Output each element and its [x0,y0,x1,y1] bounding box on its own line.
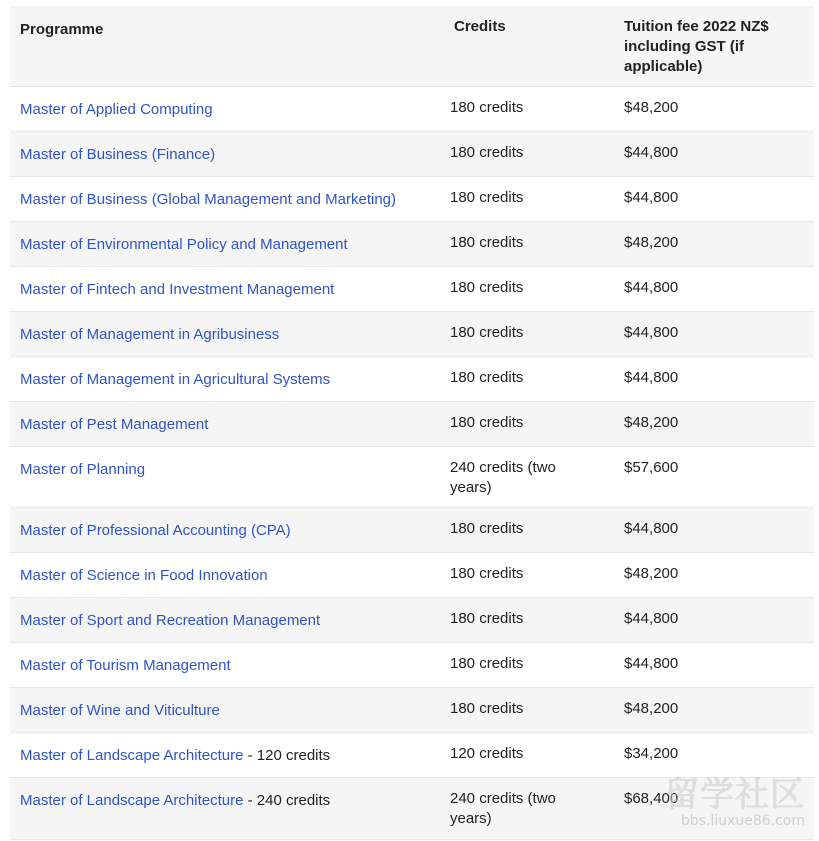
fee-cell: $48,200 [624,99,679,116]
programme-link[interactable]: Master of Pest Management [20,416,209,433]
fee-cell: $44,800 [624,520,679,537]
credits-cell [440,458,614,507]
programme-cell [10,233,440,266]
fee-cell: $48,200 [624,565,679,582]
table-header-row [10,6,814,87]
fee-cell: $68,400 [624,790,679,807]
programme-cell [10,143,440,176]
credits-cell: 180 credits [450,565,524,582]
table-row [10,775,814,840]
programme-suffix: - 240 credits [243,792,331,809]
programme-link[interactable]: Master of Management in Agribusiness [20,326,280,343]
programme-link[interactable]: Master of Landscape Architecture [20,747,244,764]
credits-cell: 180 credits [450,610,524,627]
programme-cell [10,789,440,839]
fee-cell: $48,200 [624,700,679,717]
programme-link[interactable]: Master of Science in Food Innovation [20,567,268,584]
fee-cell: $44,800 [624,655,679,672]
fee-cell: $44,800 [624,610,679,627]
programme-link[interactable]: Master of Professional Accounting (CPA) [20,522,291,539]
programme-link[interactable]: Master of Business (Finance) [20,146,216,163]
header-tuition-fee: Tuition fee 2022 NZ$ including GST (if applicable) [624,18,769,75]
watermark-url: bbs.liuxue86.com [680,813,805,829]
credits-cell: 120 credits [450,745,524,762]
fee-cell: $57,600 [624,459,679,476]
programme-link[interactable]: Master of Management in Agricultural Systems [20,371,331,388]
programme-cell [10,519,440,552]
programme-link[interactable]: Master of Business (Global Management and Marketing) [20,191,397,208]
programme-link[interactable]: Master of Applied Computing [20,101,213,118]
programme-cell [10,744,440,777]
table-row [10,87,814,132]
programme-cell [10,368,440,401]
programme-cell [10,654,440,687]
table-row [10,177,814,222]
table-row [10,222,814,267]
fee-cell: $44,800 [624,279,679,296]
credits-text: 240 credits (two years) [450,459,556,496]
fee-cell: $44,800 [624,189,679,206]
tuition-fee-table [10,6,814,840]
credits-cell: 180 credits [450,279,524,296]
header-programme: Programme [20,21,104,38]
programme-link[interactable]: Master of Tourism Management [20,657,231,674]
credits-cell: 180 credits [450,189,524,206]
credits-cell: 180 credits [450,324,524,341]
watermark-title: 留学社区 [665,775,805,815]
programme-link[interactable]: Master of Sport and Recreation Management [20,612,321,629]
programme-suffix: - 120 credits [243,747,331,764]
table-row [10,598,814,643]
fee-cell: $44,800 [624,144,679,161]
credits-cell: 180 credits [450,520,524,537]
table-row [10,267,814,312]
table-row [10,688,814,733]
credits-cell: 180 credits [450,234,524,251]
fee-cell: $48,200 [624,234,679,251]
programme-cell [10,458,440,507]
programme-cell [10,278,440,311]
table-row [10,402,814,447]
programme-cell [10,699,440,732]
table-row [10,553,814,598]
table-row [10,447,814,508]
credits-cell [440,789,614,839]
credits-cell: 180 credits [450,655,524,672]
credits-cell: 180 credits [450,144,524,161]
table-row [10,132,814,177]
fee-cell: $48,200 [624,414,679,431]
header-credits: Credits [454,18,506,35]
programme-cell [10,323,440,356]
table-row [10,312,814,357]
fee-cell: $44,800 [624,324,679,341]
fee-cell: $44,800 [624,369,679,386]
programme-link[interactable]: Master of Wine and Viticulture [20,702,220,719]
table-row [10,643,814,688]
programme-cell [10,413,440,446]
table-row [10,733,814,778]
programme-link[interactable]: Master of Landscape Architecture [20,792,244,809]
credits-cell: 180 credits [450,369,524,386]
programme-cell [10,188,440,221]
table-row [10,508,814,553]
programme-cell [10,564,440,597]
programme-link[interactable]: Master of Fintech and Investment Management [20,281,335,298]
programme-cell [10,98,440,131]
programme-link[interactable]: Master of Planning [20,461,146,478]
programme-link[interactable]: Master of Environmental Policy and Management [20,236,348,253]
programme-cell [10,609,440,642]
credits-cell: 180 credits [450,414,524,431]
credits-text: 240 credits (two years) [450,790,556,827]
table-row [10,357,814,402]
credits-cell: 180 credits [450,700,524,717]
credits-cell: 180 credits [450,99,524,116]
fee-cell: $34,200 [624,745,679,762]
